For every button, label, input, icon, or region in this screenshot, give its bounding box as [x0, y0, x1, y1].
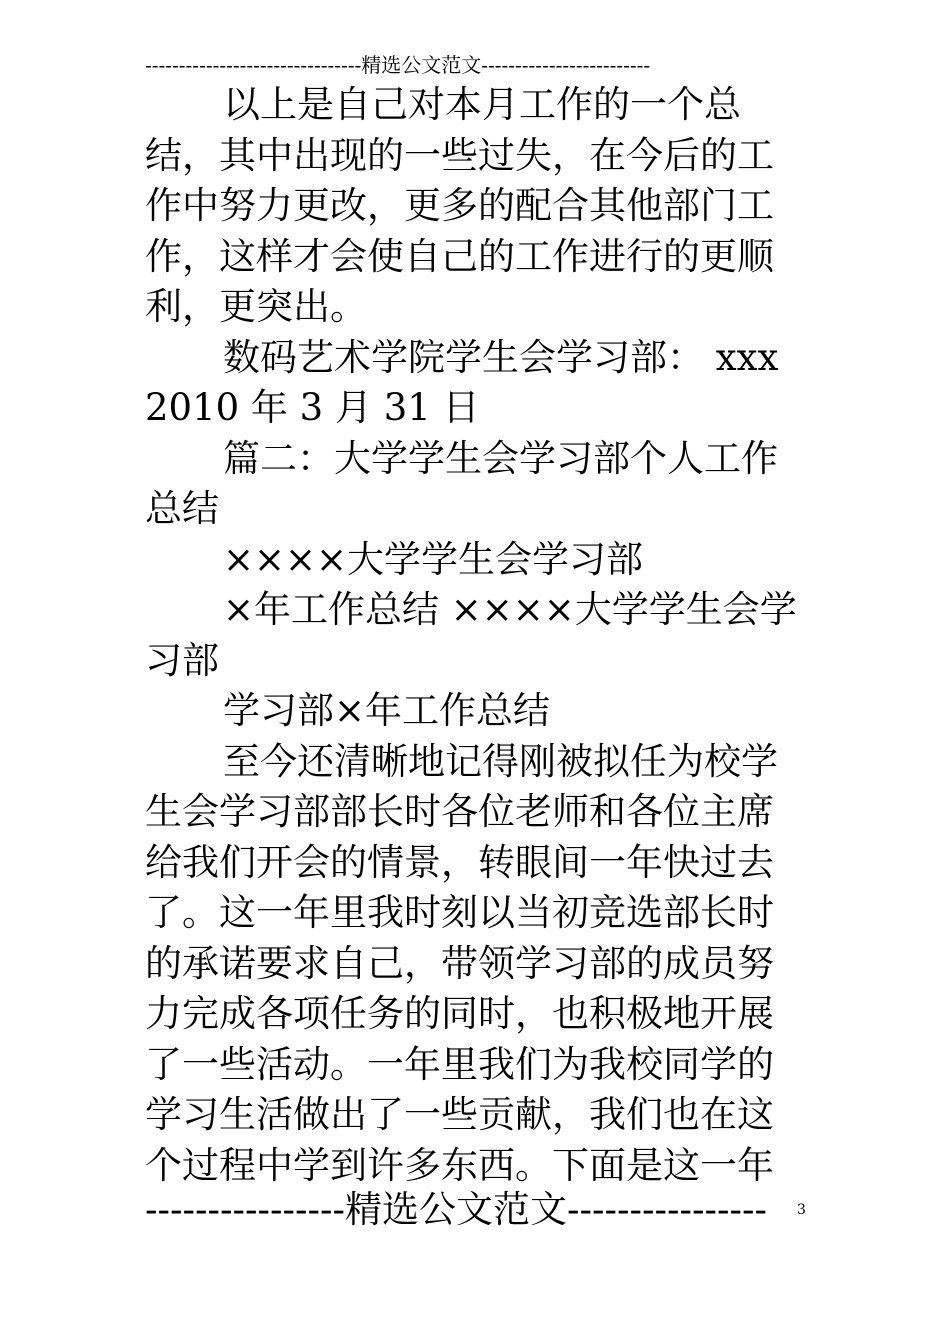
page-footer: ----------------精选公文范文---------------- — [145, 1188, 768, 1231]
page-number: 3 — [797, 1202, 806, 1218]
text-line: 学习生活做出了一些贡献，我们也在这 — [145, 1093, 774, 1136]
text-line: 利，更突出。 — [145, 285, 367, 328]
text-line: 了。这一年里我时刻以当初竞选部长时 — [145, 891, 774, 934]
text-line: 习部 — [145, 638, 219, 682]
document-body — [145, 80, 805, 1191]
text-line: 以上是自己对本月工作的一个总 — [223, 83, 741, 126]
text-line: 了一些活动。一年里我们为我校同学的 — [145, 1042, 774, 1086]
text-line: 总结 — [145, 487, 219, 530]
text-line: 个过程中学到许多东西。下面是这一年 — [145, 1143, 774, 1187]
text-line: 2010 年 3 月 31 日 — [145, 386, 480, 429]
text-line: 篇二：大学学生会学习部个人工作 — [223, 436, 778, 480]
text-line: 数码艺术学院学生会学习部： xxx — [223, 335, 779, 379]
text-line: ×年工作总结 ××××大学学生会学 — [223, 588, 797, 631]
text-line: 作中努力更改，更多的配合其他部门工 — [145, 184, 774, 227]
text-line: 学习部×年工作总结 — [223, 689, 551, 732]
text-line: 力完成各项任务的同时，也积极地开展 — [145, 992, 774, 1035]
text-line: 生会学习部部长时各位老师和各位主席 — [145, 790, 774, 833]
page-header: --------------------------------精选公文范文------------------------- — [145, 53, 651, 77]
text-line: 至今还清晰地记得刚被拟任为校学 — [223, 739, 778, 783]
text-line: 的承诺要求自己，带领学习部的成员努 — [145, 941, 774, 985]
text-line: 作，这样才会使自己的工作进行的更顺 — [145, 234, 774, 278]
text-line: 给我们开会的情景，转眼间一年快过去 — [145, 840, 774, 884]
text-line: 结，其中出现的一些过失，在今后的工 — [145, 133, 774, 177]
text-line: ××××大学学生会学习部 — [223, 537, 644, 581]
